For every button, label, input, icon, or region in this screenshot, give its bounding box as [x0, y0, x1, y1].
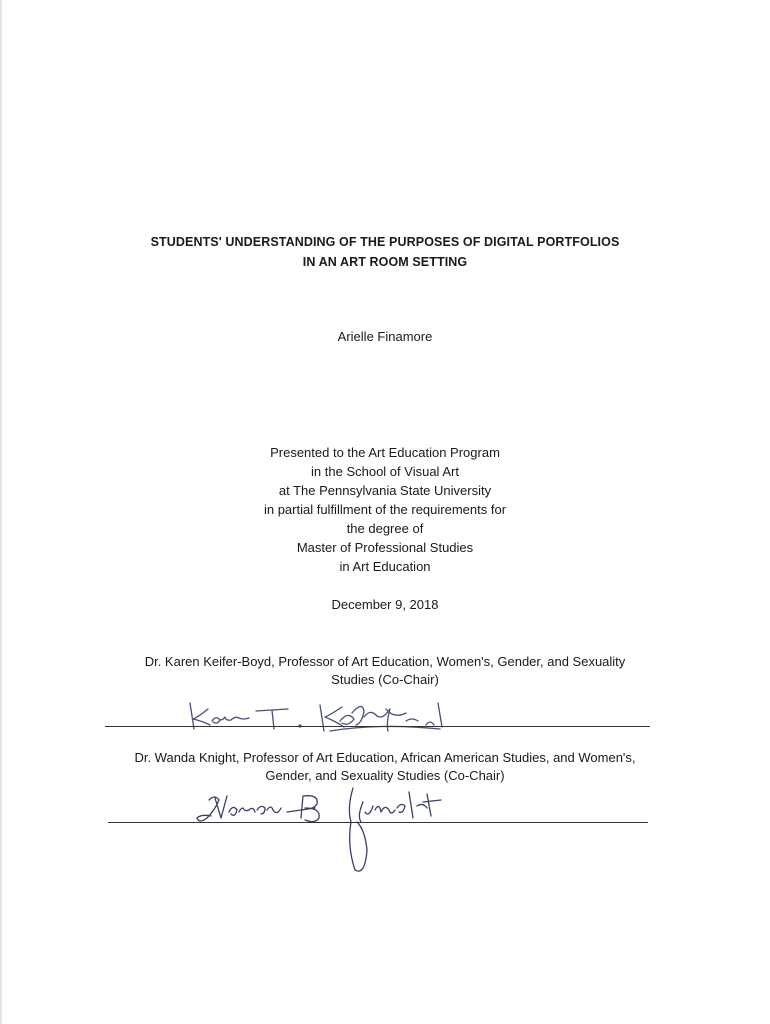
committee-member-1-line-1: Dr. Karen Keifer-Boyd, Professor of Art Education, Women's, Gender, and Sexuality — [144, 654, 626, 669]
submission-date: December 9, 2018 — [331, 597, 439, 612]
committee-member-2-line-1: Dr. Wanda Knight, Professor of Art Education, African American Studies, and Women's, — [134, 750, 636, 765]
signature-1-image — [180, 695, 480, 743]
presentation-line: in Art Education — [339, 559, 431, 574]
thesis-title-line-2: IN AN ART ROOM SETTING — [302, 255, 468, 269]
signature-line-1 — [105, 726, 650, 727]
presentation-line: in the School of Visual Art — [311, 464, 459, 479]
presentation-line: Presented to the Art Education Program — [270, 445, 500, 460]
presentation-statement — [0, 443, 770, 576]
signature-2-image — [195, 782, 485, 882]
committee-member-1-line-2: Studies (Co-Chair) — [331, 672, 439, 687]
committee-member-1 — [100, 653, 670, 689]
presentation-line: the degree of — [346, 521, 424, 536]
thesis-title — [0, 232, 770, 272]
author-name: Arielle Finamore — [337, 329, 433, 344]
presentation-line: in partial fulfillment of the requirements for — [263, 502, 507, 517]
committee-member-2-line-2: Gender, and Sexuality Studies (Co-Chair) — [265, 768, 505, 783]
thesis-title-line-1: STUDENTS' UNDERSTANDING OF THE PURPOSES OF DIGITAL PORTFOLIOS — [150, 235, 620, 249]
committee-member-2 — [100, 749, 670, 785]
presentation-line: Master of Professional Studies — [296, 540, 474, 555]
presentation-line: at The Pennsylvania State University — [278, 483, 492, 498]
signature-line-2 — [108, 822, 648, 823]
